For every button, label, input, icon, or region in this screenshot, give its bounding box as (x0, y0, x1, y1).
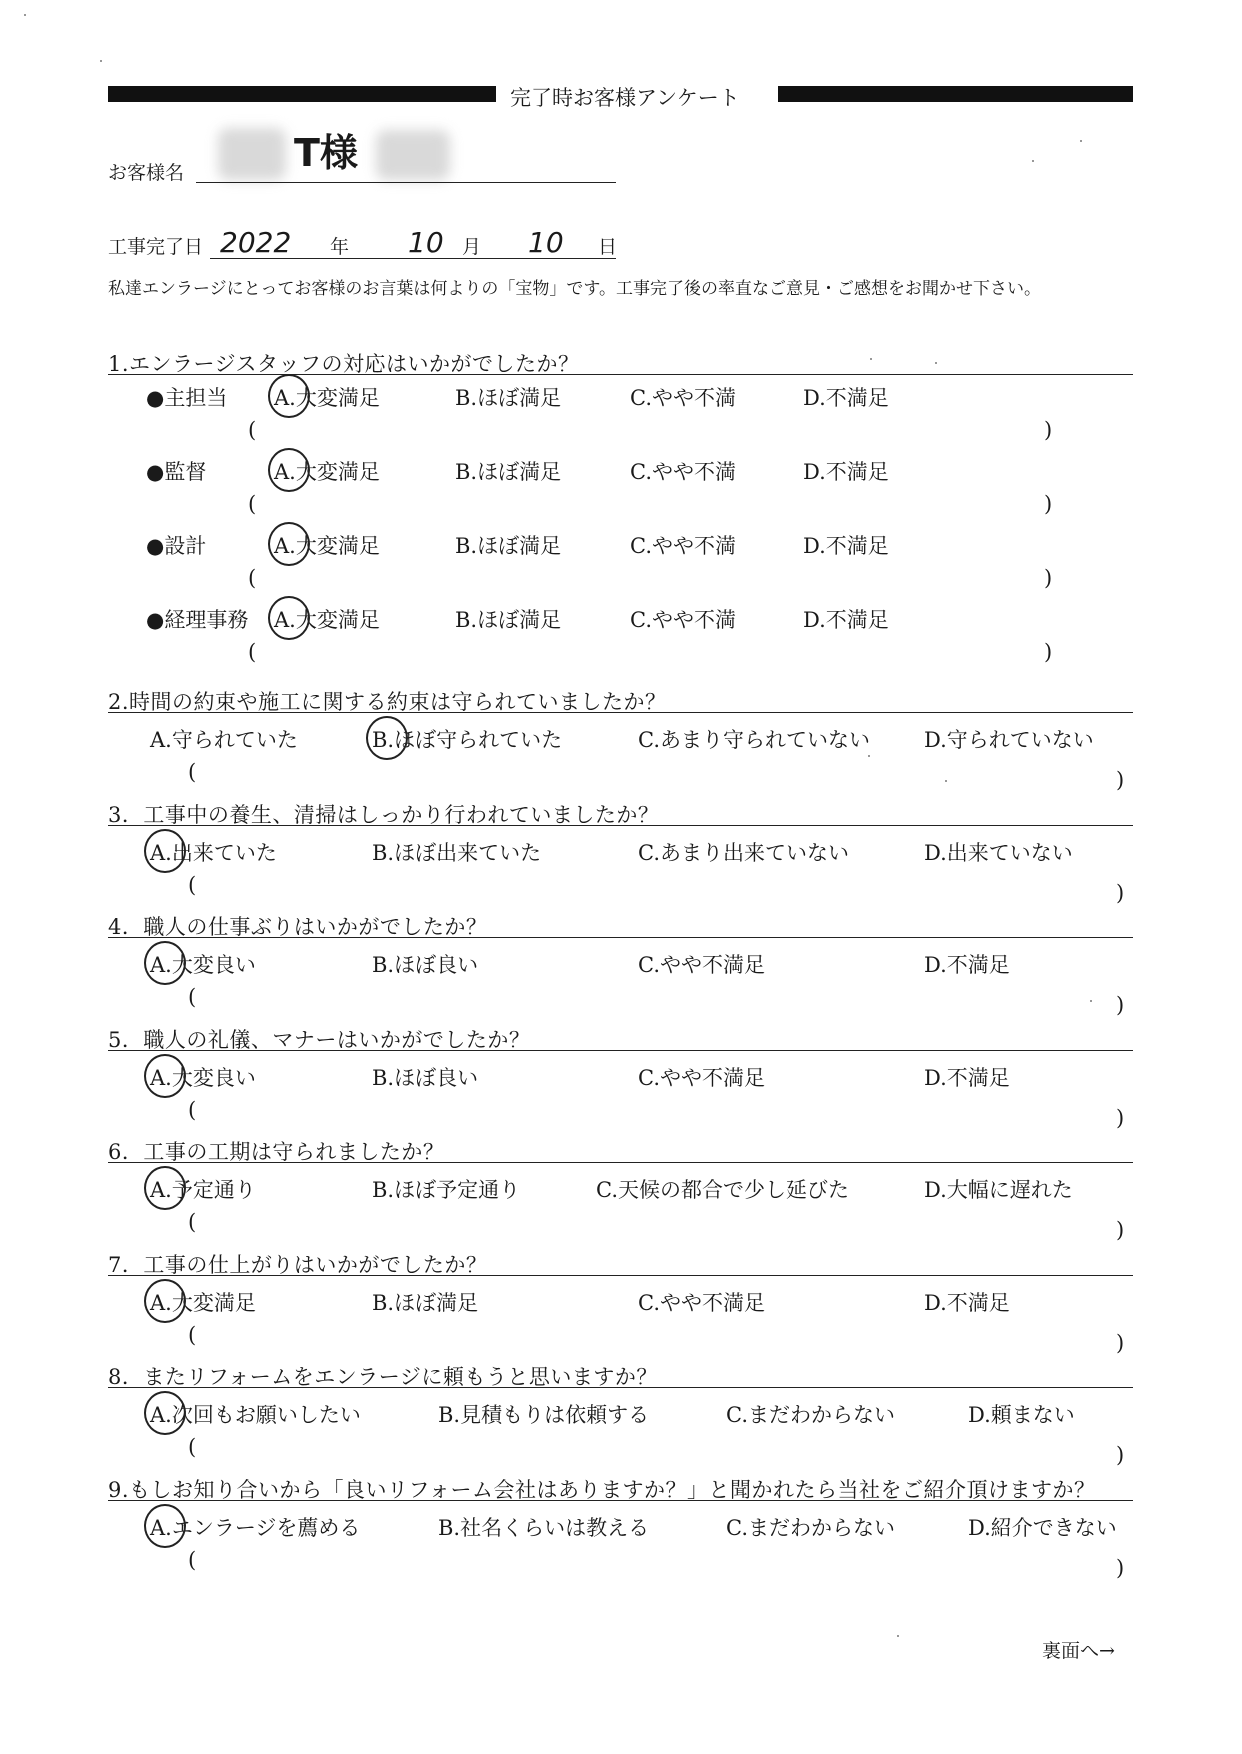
q1-option[interactable]: D.不満足 (803, 534, 889, 558)
next-page-label: 裏面へ→ (1042, 1640, 1115, 1662)
question-option[interactable]: D.頼まない (968, 1403, 1075, 1427)
q1-option[interactable]: C.やや不満 (630, 608, 736, 632)
comment-paren-open: ( (188, 1098, 197, 1122)
comment-paren-close: ) (1116, 1443, 1125, 1467)
question-rule (108, 1162, 1133, 1163)
selection-circle (144, 1054, 186, 1098)
question-option[interactable]: D.不満足 (924, 1291, 1010, 1315)
question-option[interactable]: A.次回もお願いしたい (150, 1403, 361, 1427)
question-option[interactable]: D.出来ていない (924, 841, 1073, 865)
question-option[interactable]: C.天候の都合で少し延びた (596, 1178, 849, 1202)
question-title: 3．工事中の養生、清掃はしっかり行われていましたか？ (108, 803, 660, 827)
comment-paren-open: ( (188, 1435, 197, 1459)
question-option[interactable]: C.まだわからない (726, 1403, 895, 1427)
q1-option[interactable]: B.ほぼ満足 (455, 386, 562, 410)
comment-paren-close: ) (1044, 492, 1053, 516)
question-option[interactable]: A.エンラージを薦める (150, 1516, 361, 1540)
selection-circle (144, 1166, 186, 1210)
question-option[interactable]: D.紹介できない (968, 1516, 1117, 1540)
selection-circle (144, 829, 186, 873)
selection-circle (144, 941, 186, 985)
q1-option[interactable]: C.やや不満 (630, 534, 736, 558)
q1-option[interactable]: B.ほぼ満足 (455, 608, 562, 632)
question-option[interactable]: B.ほぼ出来ていた (372, 841, 542, 865)
selection-circle (268, 596, 310, 640)
selection-circle (144, 1391, 186, 1435)
question-option[interactable]: C.やや不満足 (638, 953, 765, 977)
selection-circle (144, 1504, 186, 1548)
comment-paren-open: ( (188, 985, 197, 1009)
question-option[interactable]: C.やや不満足 (638, 1291, 765, 1315)
question-title: 9.もしお知り合いから「良いリフォーム会社はありますか？」と聞かれたら当社をご紹介頂けますか？ (108, 1478, 1096, 1502)
comment-paren-open: ( (248, 492, 257, 516)
q1-option[interactable]: D.不満足 (803, 386, 889, 410)
selection-circle (268, 374, 310, 418)
question-title: 2.時間の約束や施工に関する約束は守られていましたか？ (108, 690, 667, 714)
scan-speck (1032, 160, 1034, 162)
q1-option[interactable]: D.不満足 (803, 460, 889, 484)
question-rule (108, 1050, 1133, 1051)
question-rule (108, 1500, 1133, 1501)
scan-speck (897, 1635, 899, 1637)
question-option[interactable]: B.見積もりは依頼する (438, 1403, 650, 1427)
question-option[interactable]: B.社名くらいは教える (438, 1516, 650, 1540)
completion-year-unit: 年 (330, 236, 350, 258)
question-rule (108, 937, 1133, 938)
selection-circle (268, 522, 310, 566)
comment-paren-close: ) (1116, 1556, 1125, 1580)
customer-label: お客様名 (108, 162, 185, 184)
comment-paren-open: ( (248, 566, 257, 590)
q1-option[interactable]: D.不満足 (803, 608, 889, 632)
question-rule (108, 1275, 1133, 1276)
page-title: 完了時お客様アンケート (510, 86, 740, 110)
question-rule (108, 825, 1133, 826)
scan-speck (1080, 140, 1082, 142)
question-option[interactable]: A.大変良い (150, 1066, 256, 1090)
q1-row-label: ●設計 (146, 534, 207, 558)
comment-paren-open: ( (248, 640, 257, 664)
question-option[interactable]: B.ほぼ守られていた (372, 728, 563, 752)
selection-circle (268, 448, 310, 492)
scan-speck (945, 780, 947, 782)
scan-speck (935, 362, 937, 364)
question-option[interactable]: B.ほぼ良い (372, 1066, 479, 1090)
redacted-name-right (376, 130, 450, 180)
q1-option[interactable]: A.大変満足 (274, 386, 380, 410)
completion-year-value: 2022 (220, 226, 292, 259)
header-bar-left (108, 86, 496, 102)
completion-label: 工事完了日 (108, 236, 204, 258)
scan-speck (870, 358, 872, 360)
question-option[interactable]: D.不満足 (924, 953, 1010, 977)
q1-rule (108, 374, 1133, 375)
question-option[interactable]: C.あまり守られていない (638, 728, 870, 752)
question-title: 5．職人の礼儀、マナーはいかがでしたか？ (108, 1028, 531, 1052)
header-bar-right (778, 86, 1133, 102)
q1-option[interactable]: C.やや不満 (630, 386, 736, 410)
completion-month-unit: 月 (462, 236, 482, 258)
question-option[interactable]: D.不満足 (924, 1066, 1010, 1090)
comment-paren-close: ) (1116, 768, 1125, 792)
question-option[interactable]: A.守られていた (150, 728, 298, 752)
completion-underline (210, 258, 616, 259)
question-option[interactable]: A.出来ていた (150, 841, 277, 865)
comment-paren-close: ) (1044, 640, 1053, 664)
comment-paren-open: ( (188, 1210, 197, 1234)
q1-option[interactable]: A.大変満足 (274, 460, 380, 484)
redacted-name-left (218, 128, 286, 180)
scan-speck (1090, 1000, 1092, 1002)
comment-paren-close: ) (1044, 566, 1053, 590)
q1-row-label: ●主担当 (146, 386, 228, 410)
comment-paren-close: ) (1044, 418, 1053, 442)
customer-name: T様 (294, 131, 358, 175)
scan-speck (100, 60, 102, 62)
comment-paren-open: ( (188, 1548, 197, 1572)
completion-day-value: 10 (528, 226, 564, 259)
q1-title: 1.エンラージスタッフの対応はいかがでしたか？ (108, 352, 580, 376)
question-option[interactable]: D.守られていない (924, 728, 1094, 752)
question-option[interactable]: C.まだわからない (726, 1516, 895, 1540)
q1-option[interactable]: B.ほぼ満足 (455, 460, 562, 484)
selection-circle (366, 716, 408, 760)
completion-month-value: 10 (408, 226, 444, 259)
comment-paren-close: ) (1116, 1331, 1125, 1355)
comment-paren-close: ) (1116, 881, 1125, 905)
comment-paren-close: ) (1116, 993, 1125, 1017)
q1-option[interactable]: B.ほぼ満足 (455, 534, 562, 558)
question-option[interactable]: D.大幅に遅れた (924, 1178, 1073, 1202)
question-option[interactable]: C.やや不満足 (638, 1066, 765, 1090)
question-option[interactable]: C.あまり出来ていない (638, 841, 849, 865)
comment-paren-close: ) (1116, 1106, 1125, 1130)
question-option[interactable]: A.予定通り (150, 1178, 256, 1202)
question-title: 4．職人の仕事ぶりはいかがでしたか？ (108, 915, 488, 939)
intro-text: 私達エンラージにとってお客様のお言葉は何よりの「宝物」です。工事完了後の率直なご意見・ご感想をお聞かせ下さい。 (108, 279, 1041, 299)
question-title: 6．工事の工期は守られましたか？ (108, 1140, 445, 1164)
q1-row-label: ●監督 (146, 460, 207, 484)
comment-paren-open: ( (188, 873, 197, 897)
question-rule (108, 1387, 1133, 1388)
comment-paren-close: ) (1116, 1218, 1125, 1242)
question-title: 7．工事の仕上がりはいかがでしたか？ (108, 1253, 488, 1277)
question-option[interactable]: A.大変満足 (150, 1291, 256, 1315)
question-option[interactable]: B.ほぼ満足 (372, 1291, 479, 1315)
question-title: 8．またリフォームをエンラージに頼もうと思いますか？ (108, 1365, 658, 1389)
comment-paren-open: ( (188, 760, 197, 784)
q1-row-label: ●経理事務 (146, 608, 249, 632)
scan-speck (24, 14, 26, 16)
q1-option[interactable]: A.大変満足 (274, 534, 380, 558)
question-option[interactable]: B.ほぼ予定通り (372, 1178, 521, 1202)
question-option[interactable]: A.大変良い (150, 953, 256, 977)
question-option[interactable]: B.ほぼ良い (372, 953, 479, 977)
comment-paren-open: ( (188, 1323, 197, 1347)
selection-circle (144, 1279, 186, 1323)
q1-option[interactable]: A.大変満足 (274, 608, 380, 632)
q1-option[interactable]: C.やや不満 (630, 460, 736, 484)
completion-day-unit: 日 (598, 236, 618, 258)
question-rule (108, 712, 1133, 713)
scan-speck (868, 755, 870, 757)
comment-paren-open: ( (248, 418, 257, 442)
customer-name-underline (196, 182, 616, 183)
